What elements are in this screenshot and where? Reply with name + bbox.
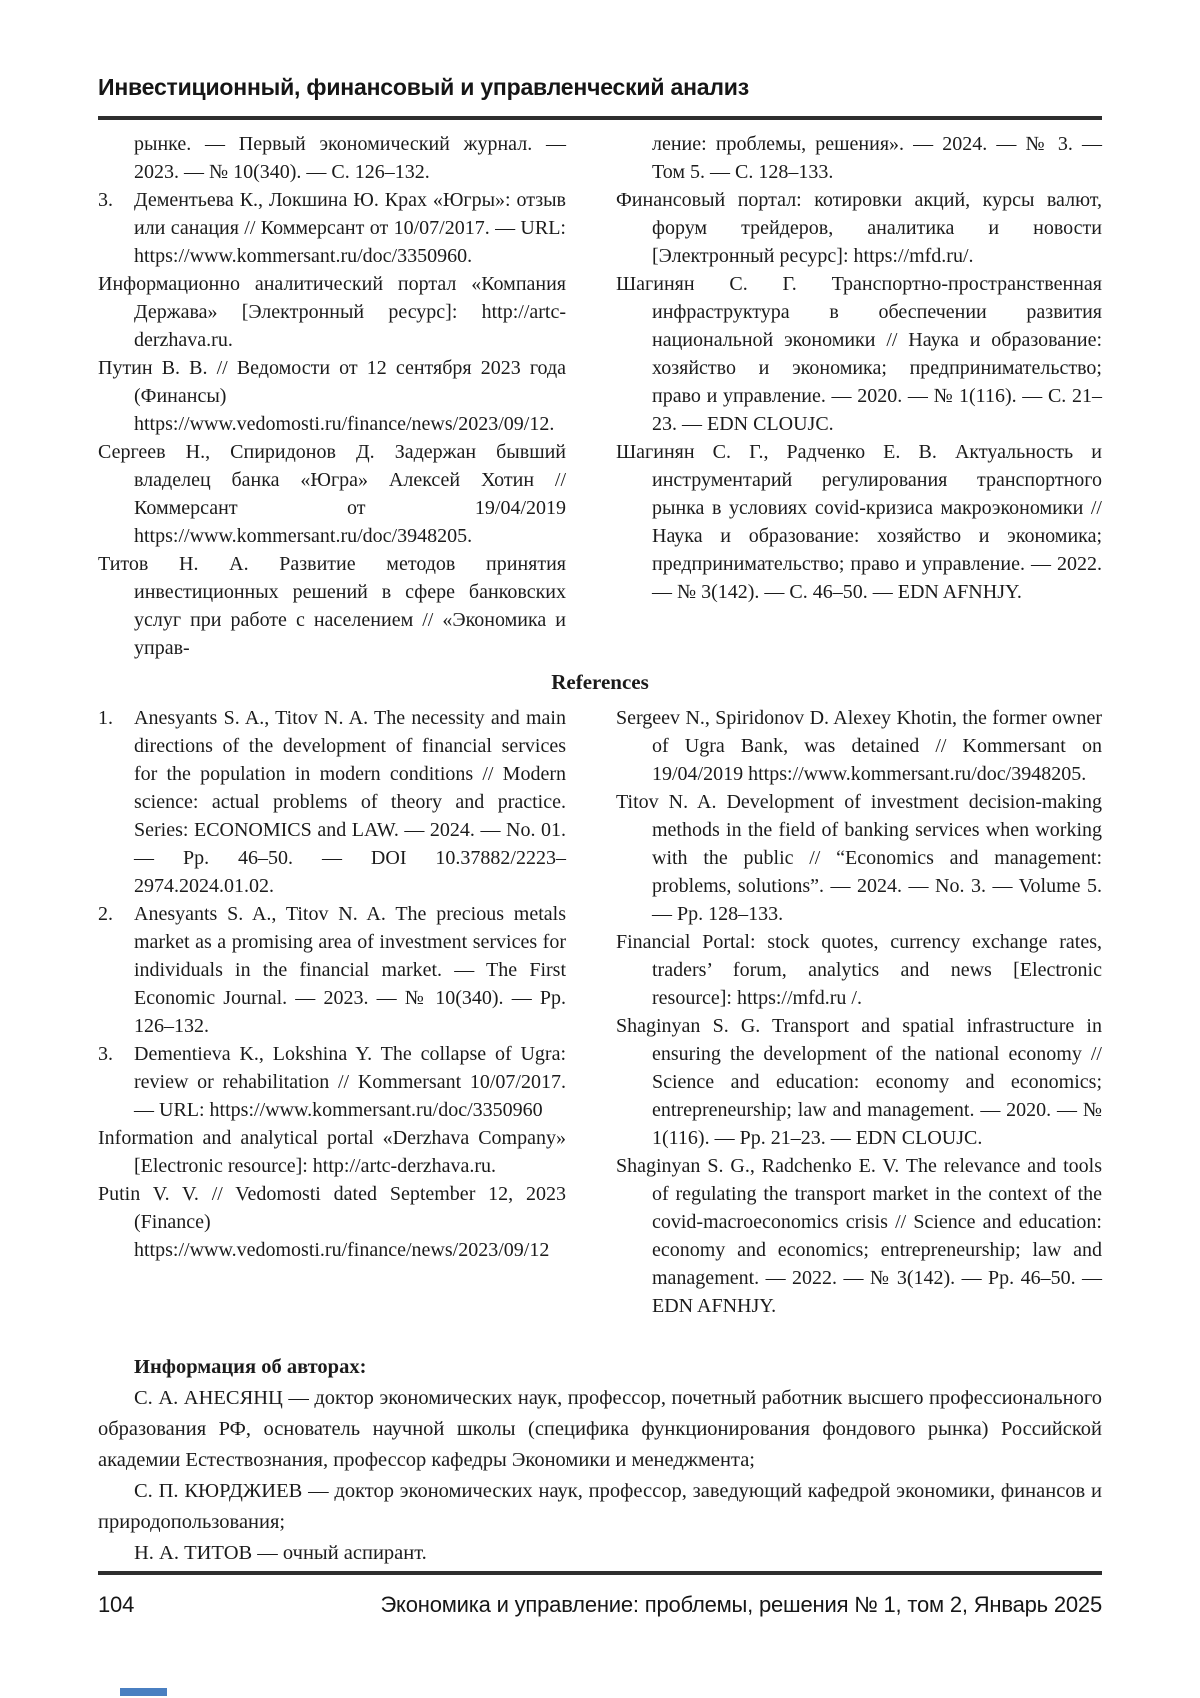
english-refs-right-column: [616, 704, 1102, 1320]
reference-item: 1. Anesyants S. A., Titov N. A. The necessity and main directions of the development of financial services for the population in modern conditions // Modern science: actual problems of theory and practice. Series: ECONOMICS and LAW. — 2024. — No. 01. — Pp. 46–50. — DOI 10.37882/2223–2974.2024.01.02.: [98, 704, 566, 900]
reference-item: Shaginyan S. G., Radchenko E. V. The relevance and tools of regulating the transport market in the context of the covid-macroeconomics crisis // Science and education: economy and economics; entrepreneurship; law and management. — 2022. — № 3(142). — Pp. 46–50. — EDN AFNHJY.: [616, 1155, 1102, 1317]
authors-info-heading: Информация об авторах:: [134, 1356, 367, 1378]
reference-item: Шагинян С. Г. Транспортно-пространственная инфраструктура в обеспечении развития национальной экономики // Наука и образование: хозяйство и экономика; предпринимательство; право и управление. — 2020. — № 1(116). — С. 21–23. — EDN CLOUJC.: [616, 273, 1102, 435]
reference-item: Sergeev N., Spiridonov D. Alexey Khotin, the former owner of Ugra Bank, was detained // Kommersant on 19/04/2019 https://www.kommersant.ru/doc/3948205.: [616, 707, 1102, 785]
author-paragraph: С. А. АНЕСЯНЦ — доктор экономических наук, профессор, почетный работник высшего профессионального образования РФ, основатель научной школы (специфика функционирования фондового рынка) Российской академии Естествознания, профессор кафедры Экономики и менеджмента;: [98, 1387, 1102, 1471]
reference-item: 2. Anesyants S. A., Titov N. A. The precious metals market as a promising area of investment services for individuals in the financial market. — The First Economic Journal. — 2023. — № 10(340). — Pp. 126–132.: [98, 900, 566, 1040]
reference-item: рынке. — Первый экономический журнал. — 2023. — № 10(340). — С. 126–132.: [134, 133, 566, 183]
reference-item: Сергеев Н., Спиридонов Д. Задержан бывший владелец банка «Югра» Алексей Хотин // Коммерсант от 19/04/2019 https://www.kommersant.ru/doc/3948205.: [98, 441, 566, 547]
english-refs-left-column: [98, 704, 566, 1320]
author-paragraph: Н. А. ТИТОВ — очный аспирант.: [134, 1542, 427, 1564]
reference-item: Информационно аналитический портал «Компания Держава» [Электронный ресурс]: http://artc-derzhava.ru.: [98, 273, 566, 351]
authors-info-section: [98, 1352, 1102, 1569]
references-heading: References: [551, 670, 649, 694]
authors-paragraphs: [98, 1383, 1102, 1569]
reference-item: ление: проблемы, решения». — 2024. — № 3. — Том 5. — С. 128–133.: [652, 133, 1102, 183]
reference-item: Финансовый портал: котировки акций, курсы валют, форум трейдеров, аналитика и новости [Электронный ресурс]: https://mfd.ru/.: [616, 189, 1102, 267]
reference-number: 3.: [98, 1043, 113, 1065]
reference-number: 2.: [98, 903, 113, 925]
reference-item: Shaginyan S. G. Transport and spatial infrastructure in ensuring the development of the national economy // Science and education: economy and economics; entrepreneurship; law and management. — 2020. — № 1(116). — Pp. 21–23. — EDN CLOUJC.: [616, 1015, 1102, 1149]
reference-item: Titov N. A. Development of investment decision-making methods in the field of banking services when working with the public // “Economics and management: problems, solutions”. — 2024. — No. 3. — Volume 5. — Pp. 128–133.: [616, 791, 1102, 925]
author-paragraph: С. П. КЮРДЖИЕВ — доктор экономических наук, профессор, заведующий кафедрой экономики, финансов и природопользования;: [98, 1480, 1102, 1533]
reference-item: Information and analytical portal «Derzhava Company» [Electronic resource]: http://artc-derzhava.ru.: [98, 1127, 566, 1177]
reference-item: Титов Н. А. Развитие методов принятия инвестиционных решений в сфере банковских услуг при работе с населением // «Экономика и управ-: [98, 553, 566, 659]
running-head: Инвестиционный, финансовый и управленческий анализ: [98, 74, 749, 100]
russian-refs-left-column: [98, 130, 566, 662]
footer-rule: [98, 1571, 1102, 1575]
russian-references-section: [98, 130, 1102, 662]
reference-item: 3. Дементьева К., Локшина Ю. Крах «Югры»: отзыв или санация // Коммерсант от 10/07/2017. — URL: https://www.kommersant.ru/doc/3350960.: [98, 186, 566, 270]
reference-item: Financial Portal: stock quotes, currency exchange rates, traders’ forum, analytics and news [Electronic resource]: https://mfd.ru /.: [616, 931, 1102, 1009]
header-rule: [98, 116, 1102, 120]
reference-number: 1.: [98, 707, 113, 729]
blue-marker-bar: [120, 1688, 167, 1696]
reference-item: Putin V. V. // Vedomosti dated September 12, 2023 (Finance) https://www.vedomosti.ru/finance/news/2023/09/12: [98, 1183, 566, 1261]
footer: [98, 1592, 1102, 1618]
reference-item: Путин В. В. // Ведомости от 12 сентября 2023 года (Финансы) https://www.vedomosti.ru/finance/news/2023/09/12.: [98, 357, 566, 435]
journal-title-footer: Экономика и управление: проблемы, решения № 1, том 2, Январь 2025: [380, 1592, 1102, 1617]
russian-refs-right-column: [616, 130, 1102, 662]
reference-item: 3. Dementieva K., Lokshina Y. The collapse of Ugra: review or rehabilitation // Kommersant 10/07/2017. — URL: https://www.kommersant.ru/doc/3350960: [98, 1040, 566, 1124]
english-references-section: [98, 704, 1102, 1320]
reference-number: 3.: [98, 189, 113, 211]
reference-item: Шагинян С. Г., Радченко Е. В. Актуальность и инструментарий регулирования транспортного рынка в условиях covid-кризиса макроэкономики // Наука и образование: хозяйство и экономика; предпринимательство; право и управление. — 2022. — № 3(142). — С. 46–50. — EDN AFNHJY.: [616, 441, 1102, 603]
page-number: 104: [98, 1592, 135, 1617]
